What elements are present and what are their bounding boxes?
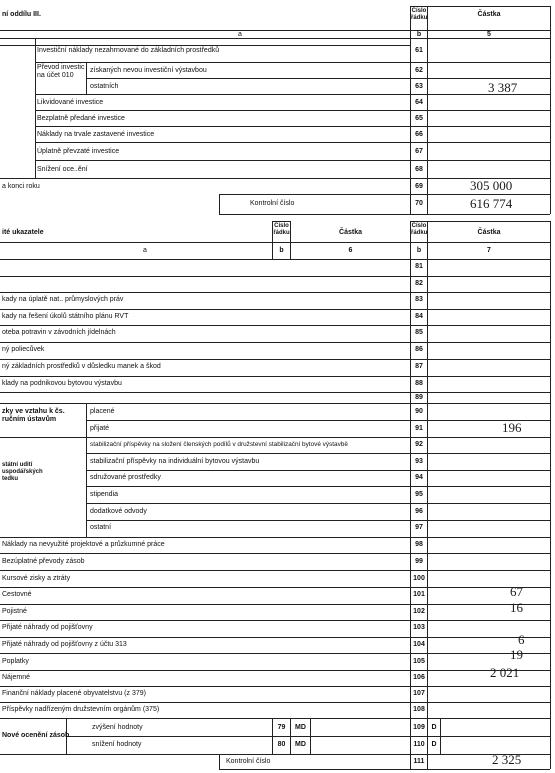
row-code: 65 <box>415 115 423 122</box>
row-code: 63 <box>415 83 423 90</box>
row-code: 103 <box>413 624 425 631</box>
row-code: 79 <box>277 724 286 731</box>
group-label-state: státní udití uspodářských tedku <box>2 462 43 482</box>
row-value: 6 <box>518 632 525 647</box>
row-code: 64 <box>415 99 423 106</box>
column-header-row-number: Číslo řádku <box>273 223 290 236</box>
row-label: Bezplatně předané investice <box>37 115 125 122</box>
row-label: ostatní <box>90 524 112 531</box>
row-label: ný poliecůvek <box>2 346 45 353</box>
row-code: 67 <box>415 148 423 155</box>
row-code: 83 <box>415 296 423 303</box>
row-code: 82 <box>415 280 423 287</box>
row-label: dodatkové odvody <box>90 508 147 515</box>
row-label: přijaté <box>90 425 110 432</box>
row-code: 93 <box>415 458 423 465</box>
row-label: Náklady na trvale zastavené investice <box>37 131 155 138</box>
row-label: Nájemné <box>2 674 31 681</box>
row-label: stabilizační příspěvky na složení členských podílů v družstevní stabilizační bytové výstavbě <box>90 441 348 448</box>
control-label: Kontrolní číslo <box>226 758 271 765</box>
row-code: 104 <box>413 641 425 648</box>
row-code: 81 <box>415 263 423 270</box>
inventory-revaluation-label: Nové ocenění zásob <box>2 732 70 739</box>
row-value: 3 387 <box>488 80 518 95</box>
row-label: Likvidované investice <box>37 99 104 106</box>
row-code: 106 <box>413 674 425 681</box>
unit-md: MD <box>295 741 306 748</box>
row-code: 90 <box>415 408 423 415</box>
row-code: 94 <box>415 474 423 481</box>
row-label: Bezúplatné převody zásob <box>2 558 85 565</box>
row-code: 101 <box>413 591 425 598</box>
row-value: 196 <box>502 420 522 435</box>
column-label-a: a <box>238 31 242 38</box>
row-label: Cestovné <box>2 591 32 598</box>
row-code: 89 <box>415 394 423 401</box>
row-code: 107 <box>413 690 425 697</box>
row-code: 111 <box>413 758 425 765</box>
column-label-6: 6 <box>348 247 353 254</box>
unit-md: MD <box>295 724 306 731</box>
row-code: 66 <box>415 131 423 138</box>
column-header-amount: Částka <box>477 11 501 18</box>
row-code: 86 <box>415 346 423 353</box>
row-code: 69 <box>415 183 423 190</box>
row-code: 109 <box>413 724 425 731</box>
row-code: 92 <box>415 441 423 448</box>
row-label: oteba potravin v závodních jídelnách <box>2 329 116 336</box>
row-label: Investiční náklady nezahrnované do základních prostředků <box>37 47 220 54</box>
increase-label: zvýšení hodnoty <box>92 724 143 731</box>
column-label-b: b <box>416 31 422 38</box>
row-code: 95 <box>415 491 423 498</box>
row-value: 19 <box>510 647 523 662</box>
row-label: Úplatně převzaté investice <box>37 148 120 155</box>
row-code: 97 <box>415 524 423 531</box>
column-header-amount: Částka <box>477 229 501 236</box>
column-header-row-number: Číslo řádku <box>411 223 428 236</box>
row-code: 84 <box>415 313 423 320</box>
control-value: 2 325 <box>492 752 522 767</box>
row-value: 2 021 <box>490 665 520 680</box>
row-label: stabilizační příspěvky na individuální bytovou výstavbu <box>90 458 260 465</box>
row-label: placené <box>90 408 115 415</box>
row-code: 61 <box>415 47 423 54</box>
row-code: 98 <box>415 541 423 548</box>
decrease-label: snížení hodnoty <box>92 741 142 748</box>
group-label: Převod investic na účet 010 <box>37 64 85 79</box>
row-code: 80 <box>277 741 286 748</box>
control-label: Kontrolní číslo <box>250 200 295 207</box>
row-code: 88 <box>415 380 423 387</box>
row-label: stipendia <box>90 491 119 498</box>
row-label: kady na úplatě nat.. průmyslových práv <box>2 296 124 303</box>
control-value: 616 774 <box>470 196 513 211</box>
column-label-b: b <box>416 247 422 254</box>
row-code: 70 <box>415 200 423 207</box>
row-label: ný základních prostředků v důsledku manek a škod <box>2 363 161 370</box>
row-label: Náklady na nevyužité projektové a průzkumné práce <box>2 541 165 548</box>
column-label-a: a <box>143 247 147 254</box>
column-label-7: 7 <box>487 247 491 254</box>
row-label: Snížení oce..ění <box>37 166 88 173</box>
row-code: 96 <box>415 508 423 515</box>
row-code: 105 <box>413 658 425 665</box>
group-label-foreign: zky ve vztahu k čs. ručním ústavům <box>2 408 65 423</box>
row-label: kady na řešení úkolů státního plánu RVT <box>2 313 129 320</box>
row-code: 85 <box>415 329 423 336</box>
row-value: 305 000 <box>470 178 513 193</box>
row-label: Pojistné <box>2 608 27 615</box>
row-code: 110 <box>413 741 425 748</box>
row-code: 99 <box>415 558 423 565</box>
row-code: 100 <box>413 575 425 582</box>
column-header-amount: Částka <box>339 229 362 236</box>
section-title: ité ukazatele <box>2 229 44 236</box>
row-label: Přijaté náhrady od pojišťovny z účtu 313 <box>2 641 127 648</box>
row-label: Finanční náklady placené obyvatelstvu (z 379) <box>2 690 146 697</box>
column-label-b: b <box>279 247 284 254</box>
row-label: Příspěvky nadřízeným družstevním orgánům (375) <box>2 706 160 713</box>
unit-d: D <box>431 741 437 748</box>
row-label: Přijaté náhrady od pojišťovny <box>2 624 93 631</box>
unit-d: D <box>431 724 437 731</box>
row-value: 16 <box>510 600 523 615</box>
section-title: ní oddílu III. <box>2 11 41 18</box>
row-code: 68 <box>415 166 423 173</box>
row-code: 91 <box>415 425 423 432</box>
row-label: a konci roku <box>2 183 40 190</box>
row-code: 87 <box>415 363 423 370</box>
row-value: 67 <box>510 584 523 599</box>
row-label: sdružované prostředky <box>90 474 161 481</box>
row-code: 108 <box>413 706 425 713</box>
row-label: Poplatky <box>2 658 29 665</box>
row-label: ostatních <box>90 83 119 90</box>
row-code: 102 <box>413 608 425 615</box>
row-code: 62 <box>415 67 423 74</box>
column-label-5: 5 <box>487 31 491 38</box>
row-label: Kursové zisky a ztráty <box>2 575 71 582</box>
row-label: získaných nevou investiční výstavbou <box>90 67 207 74</box>
row-label: klady na podnikovou bytovou výstavbu <box>2 380 122 387</box>
column-header-row-number: Číslo řádku <box>411 8 428 21</box>
